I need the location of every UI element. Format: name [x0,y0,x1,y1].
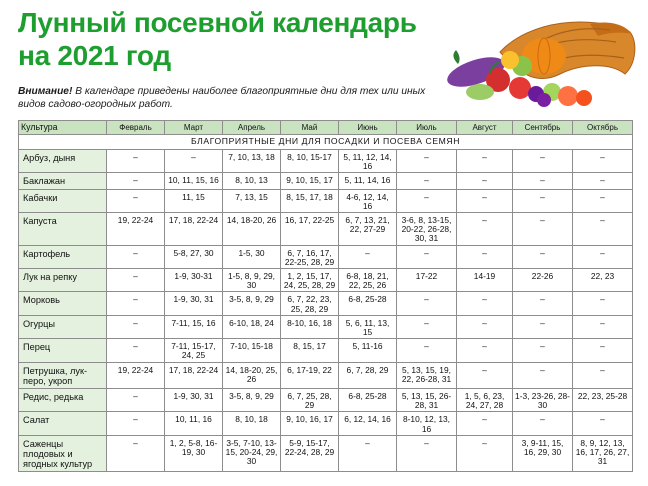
table-cell: 11, 15 [165,189,223,212]
crop-name: Салат [19,412,107,435]
table-cell: 3-6, 8, 13-15, 20-22, 26-28, 30, 31 [397,213,457,246]
planting-calendar-table [18,120,633,472]
notice-body: В календаре приведены наиболее благоприятные дни для тех или иных видов садово-огородных работ. [18,86,426,110]
table-cell: 7-10, 15-18 [223,339,281,362]
table-cell: – [457,435,513,472]
table-cell: – [107,435,165,472]
table-cell: – [107,389,165,412]
table-cell: – [397,435,457,472]
table-cell: 5, 11, 12, 14, 16 [339,150,397,173]
table-cell: 1-5, 8, 9, 29, 30 [223,269,281,292]
table-cell: – [457,292,513,315]
table-cell: 3-5, 8, 9, 29 [223,292,281,315]
table-cell: 6, 7, 25, 28, 29 [281,389,339,412]
table-cell: 1-9, 30, 31 [165,292,223,315]
table-cell: – [107,150,165,173]
table-cell: 22, 23 [573,269,633,292]
table-cell: 17, 18, 22-24 [165,362,223,388]
table-cell: – [397,315,457,338]
table-cell: – [457,362,513,388]
table-row [19,339,633,362]
table-cell: – [457,150,513,173]
cornucopia-illustration [440,12,640,116]
table-cell: – [397,339,457,362]
table-cell: – [573,150,633,173]
table-cell: – [573,362,633,388]
crop-name: Саженцы плодовых и ягодных культур [19,435,107,472]
column-header-month: Июнь [339,121,397,135]
table-cell: 1, 2, 5-8, 16-19, 30 [165,435,223,472]
table-cell: – [513,412,573,435]
table-cell: 5-9, 15-17, 22-24, 28, 29 [281,435,339,472]
table-cell: – [107,339,165,362]
table-cell: – [339,245,397,268]
column-header-month: Октябрь [573,121,633,135]
table-cell: – [397,173,457,189]
table-cell: 19, 22-24 [107,213,165,246]
table-cell: – [573,173,633,189]
table-cell: 6, 7, 22, 23, 25, 28, 29 [281,292,339,315]
table-cell: – [513,189,573,212]
table-cell: – [397,292,457,315]
table-cell: 3-5, 7-10, 13-15, 20-24, 29, 30 [223,435,281,472]
table-cell: 7, 13, 15 [223,189,281,212]
table-cell: – [397,189,457,212]
table-cell: – [573,339,633,362]
section-row [19,135,633,150]
column-header-month: Апрель [223,121,281,135]
table-cell: – [573,213,633,246]
title-line-1: Лунный посевной календарь [18,7,417,38]
table-cell: – [513,173,573,189]
column-header-month: Сентябрь [513,121,573,135]
table-cell: 19, 22-24 [107,362,165,388]
table-cell: 10, 11, 15, 16 [165,173,223,189]
table-cell: – [107,269,165,292]
table-cell: – [107,173,165,189]
table-cell: – [165,150,223,173]
table-row [19,189,633,212]
notice-text [18,86,448,111]
table-cell: 6, 12, 14, 16 [339,412,397,435]
table-cell: 6-8, 18, 21, 22, 25, 26 [339,269,397,292]
crop-name: Лук на репку [19,269,107,292]
table-row [19,389,633,412]
table-header-row [19,121,633,135]
crop-name: Перец [19,339,107,362]
table-cell: – [457,339,513,362]
table-cell: 9, 10, 15, 17 [281,173,339,189]
table-cell: 14, 18-20, 26 [223,213,281,246]
table-cell: – [339,435,397,472]
table-cell: 8, 9, 12, 13, 16, 17, 26, 27, 31 [573,435,633,472]
table-cell: 4-6, 12, 14, 16 [339,189,397,212]
title-line-2: на 2021 год [18,40,171,71]
table-cell: – [397,150,457,173]
table-row [19,173,633,189]
table-cell: – [397,245,457,268]
table-cell: – [573,245,633,268]
column-header-month: Июль [397,121,457,135]
table-cell: 5, 6, 11, 13, 15 [339,315,397,338]
table-cell: 8, 10, 13 [223,173,281,189]
table-cell: – [457,189,513,212]
table-cell: 1-9, 30-31 [165,269,223,292]
table-row [19,292,633,315]
table-cell: – [513,245,573,268]
table-cell: – [457,412,513,435]
table-row [19,435,633,472]
crop-name: Огурцы [19,315,107,338]
table-cell: – [573,315,633,338]
column-header-month: Март [165,121,223,135]
section-title: БЛАГОПРИЯТНЫЕ ДНИ ДЛЯ ПОСАДКИ И ПОСЕВА СЕМЯН [19,135,633,150]
table-cell: 3, 9-11, 15, 16, 29, 30 [513,435,573,472]
crop-name: Картофель [19,245,107,268]
table-row [19,213,633,246]
table-cell: – [573,189,633,212]
table-cell: 6, 17-19, 22 [281,362,339,388]
table-cell: – [457,173,513,189]
table-row [19,269,633,292]
crop-name: Баклажан [19,173,107,189]
table-cell: 7-11, 15-17, 24, 25 [165,339,223,362]
table-cell: 22, 23, 25-28 [573,389,633,412]
table-cell: 8, 15, 17 [281,339,339,362]
table-cell: – [513,292,573,315]
table-cell: 6, 7, 16, 17, 22-25, 28, 29 [281,245,339,268]
table-cell: – [107,412,165,435]
notice-lead: Внимание! [18,86,73,97]
table-cell: 16, 17, 22-25 [281,213,339,246]
column-header-month: Май [281,121,339,135]
table-cell: 5, 11-16 [339,339,397,362]
table-cell: 6, 7, 13, 21, 22, 27-29 [339,213,397,246]
table-cell: 5, 11, 14, 16 [339,173,397,189]
table-row [19,412,633,435]
table-cell: – [513,315,573,338]
table-cell: 14, 18-20, 25, 26 [223,362,281,388]
column-header-month: Август [457,121,513,135]
table-row [19,315,633,338]
table-cell: – [107,292,165,315]
crop-name: Кабачки [19,189,107,212]
table-row [19,245,633,268]
table-cell: 5, 13, 15, 26-28, 31 [397,389,457,412]
table-cell: 6-10, 18, 24 [223,315,281,338]
table-cell: – [457,315,513,338]
table-cell: – [573,412,633,435]
table-cell: – [457,245,513,268]
column-header-crop: Культура [19,121,107,135]
crop-name: Капуста [19,213,107,246]
table-cell: 1-9, 30, 31 [165,389,223,412]
table-cell: 1-5, 30 [223,245,281,268]
table-cell: 9, 10, 16, 17 [281,412,339,435]
table-cell: 1, 2, 15, 17, 24, 25, 28, 29 [281,269,339,292]
table-cell: 1, 5, 6, 23, 24, 27, 28 [457,389,513,412]
table-cell: – [513,150,573,173]
table-cell: – [513,362,573,388]
table-cell: 5-8, 27, 30 [165,245,223,268]
table-cell: – [513,339,573,362]
table-cell: 10, 11, 16 [165,412,223,435]
table-cell: – [457,213,513,246]
table-cell: 22-26 [513,269,573,292]
table-cell: 1-3, 23-26, 28-30 [513,389,573,412]
table-cell: – [513,213,573,246]
page-title [18,6,458,72]
table-cell: 8-10, 12, 13, 16 [397,412,457,435]
table-cell: 7-11, 15, 16 [165,315,223,338]
crop-name: Морковь [19,292,107,315]
table-cell: 17, 18, 22-24 [165,213,223,246]
crop-name: Арбуз, дыня [19,150,107,173]
table-cell: – [107,189,165,212]
table-cell: 6-8, 25-28 [339,292,397,315]
table-cell: 8, 15, 17, 18 [281,189,339,212]
table-row [19,362,633,388]
table-cell: 8-10, 16, 18 [281,315,339,338]
column-header-month: Февраль [107,121,165,135]
table-cell: 8, 10, 18 [223,412,281,435]
table-cell: 14-19 [457,269,513,292]
table-cell: 8, 10, 15-17 [281,150,339,173]
table-cell: 17-22 [397,269,457,292]
table-cell: – [107,315,165,338]
crop-name: Петрушка, лук-перо, укроп [19,362,107,388]
table-cell: 7, 10, 13, 18 [223,150,281,173]
table-cell: 6-8, 25-28 [339,389,397,412]
table-cell: – [573,292,633,315]
crop-name: Редис, редька [19,389,107,412]
table-cell: 6, 7, 28, 29 [339,362,397,388]
table-cell: 5, 13, 15, 19, 22, 26-28, 31 [397,362,457,388]
table-cell: – [107,245,165,268]
table-cell: 3-5, 8, 9, 29 [223,389,281,412]
table-row [19,150,633,173]
